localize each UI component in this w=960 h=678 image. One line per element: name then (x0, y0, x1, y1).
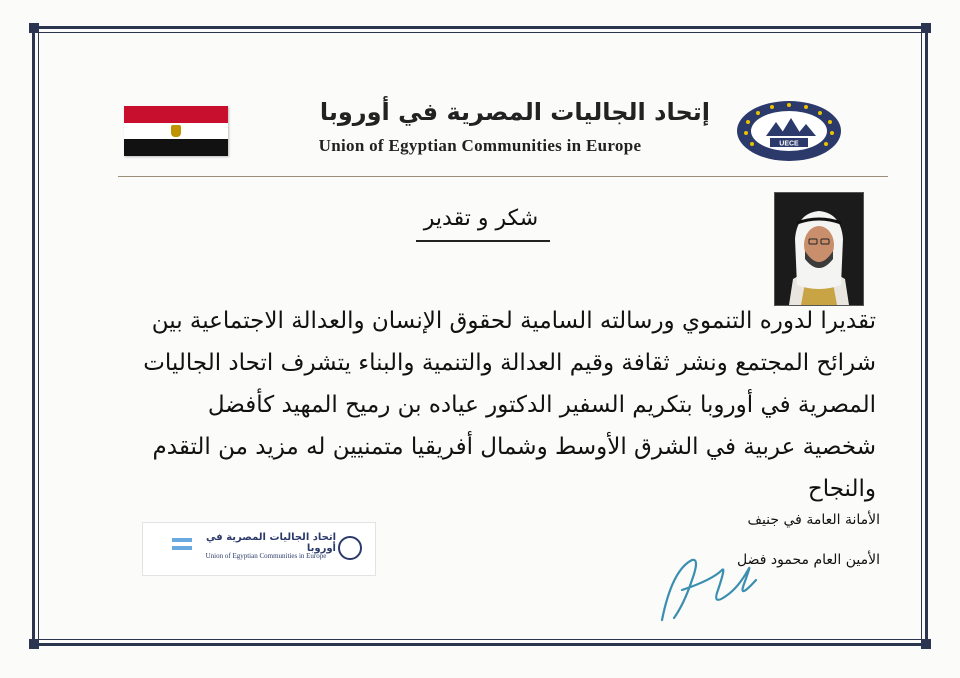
body-line: شخصية عربية في الشرق الأوسط وشمال أفريقيا متمنيين له مزيد من التقدم (152, 434, 876, 460)
frame-corner-ornament (29, 23, 39, 33)
frame-corner-ornament (29, 639, 39, 649)
body-line: المصرية في أوروبا بتكريم السفير الدكتور عياده بن رميح المهيد كأفضل (207, 392, 876, 418)
body-line: شرائح المجتمع ونشر ثقافة وقيم العدالة والتنمية والبناء يتشرف اتحاد الجاليات (143, 350, 876, 376)
stamp-text-arabic: اتحاد الجاليات المصرية في أوروبا (206, 532, 336, 554)
organization-title-arabic: إتحاد الجاليات المصرية في أوروبا (319, 98, 710, 126)
honoree-portrait (774, 192, 864, 306)
stamp-logo-icon (338, 536, 362, 560)
heading-underline (416, 240, 550, 242)
secretary-general-name: الأمين العام محمود فضل (737, 552, 880, 568)
body-line: تقديرا لدوره التنموي ورسالته السامية لحقوق الإنسان والعدالة الاجتماعية بين (151, 308, 876, 334)
organization-title-english: Union of Egyptian Communities in Europe (318, 136, 642, 155)
handwritten-signature-icon (652, 540, 772, 630)
certificate-body (96, 300, 876, 510)
stamp-flag-icon (172, 538, 192, 550)
stamp-text-english: Union of Egyptian Communities in Europe (205, 552, 327, 560)
eagle-emblem-icon (171, 125, 181, 137)
header-divider (118, 176, 888, 177)
body-line: والنجاح (807, 476, 876, 502)
egypt-flag-icon (124, 106, 228, 156)
logo-text: UECE (779, 140, 799, 148)
frame-corner-ornament (921, 639, 931, 649)
secretariat-office: الأمانة العامة في جنيف (747, 512, 880, 528)
uece-logo-icon (736, 100, 842, 162)
frame-corner-ornament (921, 23, 931, 33)
certificate-heading: شكر و تقدير (423, 206, 539, 231)
